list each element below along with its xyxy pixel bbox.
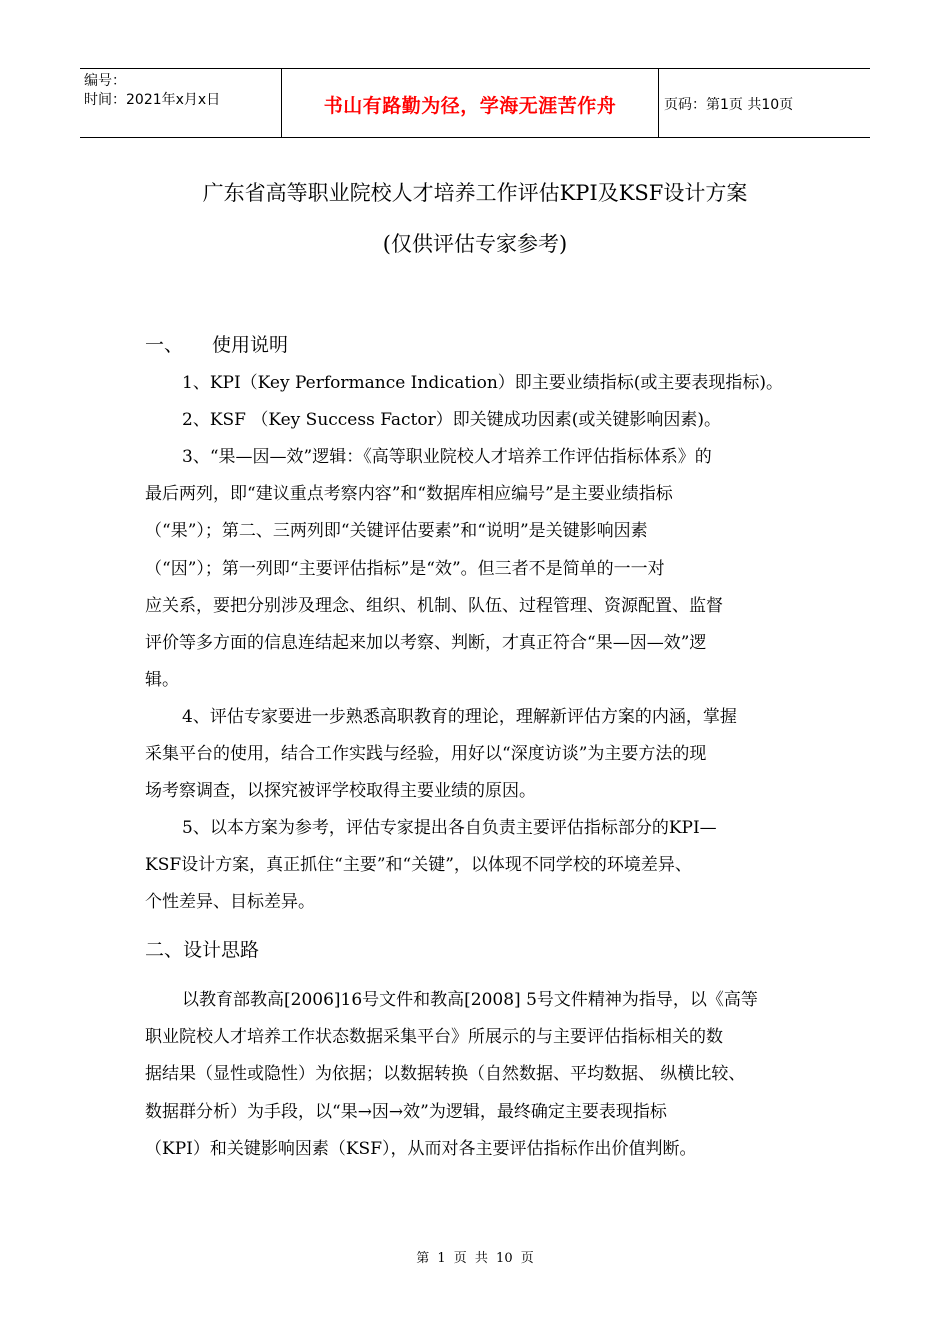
section1-line: 评价等多方面的信息连结起来加以考察、判断，才真正符合“果—因—效”逻 — [145, 633, 707, 653]
section1-number: 一、 — [145, 334, 184, 356]
document-title: 广东省高等职业院校人才培养工作评估KPI及KSF设计方案 — [202, 181, 748, 205]
section2-line: （KPI）和关键影响因素（KSF），从而对各主要评估指标作出价值判断。 — [145, 1139, 697, 1159]
section1-line: （“果”）；第二、三两列即“关键评估要素”和“说明”是关键影响因素 — [145, 521, 648, 541]
section1-line: （“因”）；第一列即“主要评估指标”是“效”。但三者不是简单的一一对 — [145, 559, 665, 579]
section1-line: 个性差异、目标差异。 — [145, 892, 315, 912]
section2-line: 数据群分析）为手段，以“果→因→效”为逻辑，最终确定主要表现指标 — [145, 1102, 667, 1122]
section1-line: 4、评估专家要进一步熟悉高职教育的理论，理解新评估方案的内涵，掌握 — [182, 707, 737, 727]
section1-line: 辑。 — [145, 670, 179, 690]
section1-line: 1、KPI（Key Performance Indication）即主要业绩指标(或主要表现指标)。 — [182, 373, 784, 393]
section1-line: 采集平台的使用，结合工作实践与经验，用好以“深度访谈”为主要方法的现 — [145, 744, 707, 764]
section2-line: 职业院校人才培养工作状态数据采集平台》所展示的与主要评估指标相关的数 — [145, 1027, 723, 1047]
section1-line: 场考察调查，以探究被评学校取得主要业绩的原因。 — [145, 781, 536, 801]
section1-line: 3、“果—因—效”逻辑：《高等职业院校人才培养工作评估指标体系》的 — [182, 447, 712, 467]
section2-line: 据结果（显性或隐性）为依据；以数据转换（自然数据、平均数据、 纵横比较、 — [145, 1064, 746, 1084]
section1-line: 应关系，要把分别涉及理念、组织、机制、队伍、过程管理、资源配置、监督 — [145, 596, 723, 616]
section2-line: 以教育部教高[2006]16号文件和教高[2008] 5号文件精神为指导，以《高等 — [182, 990, 758, 1010]
page-footer: 第 1 页 共 10 页 — [416, 1251, 534, 1266]
document-time-label: 时间：2021年x月x日 — [84, 92, 221, 108]
header-motto-cell — [281, 69, 659, 137]
document-number-label: 编号： — [84, 73, 126, 89]
section1-line: 最后两列，即“建议重点考察内容”和“数据库相应编号”是主要业绩指标 — [145, 484, 673, 504]
section2-heading: 二、设计思路 — [145, 939, 260, 961]
header-page-info: 页码：第1页 共10页 — [664, 97, 794, 113]
header-motto: 书山有路勤为径，学海无涯苦作舟 — [323, 95, 617, 117]
section1-line: KSF设计方案，真正抓住“主要”和“关键”，以体现不同学校的环境差异、 — [145, 855, 692, 875]
document-subtitle: (仅供评估专家参考) — [382, 232, 568, 256]
section1-line: 5、以本方案为参考，评估专家提出各自负责主要评估指标部分的KPI— — [182, 818, 717, 838]
section1-line: 2、KSF （Key Success Factor）即关键成功因素(或关键影响因素)。 — [182, 410, 721, 430]
section1-heading: 使用说明 — [212, 334, 289, 356]
header-meta — [80, 69, 280, 137]
document-header — [80, 68, 870, 138]
